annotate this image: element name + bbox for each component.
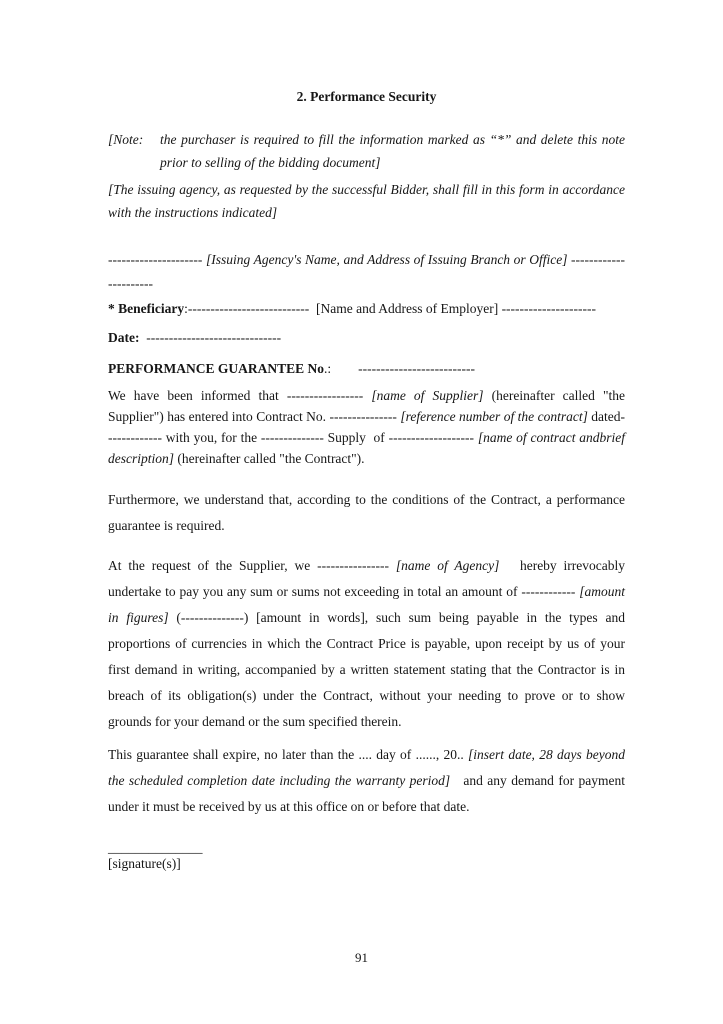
issuing-agency-name-line [108, 248, 625, 296]
purchaser-note-paragraph [108, 128, 625, 174]
text-run: ---------------------- [108, 252, 625, 291]
text-run: [The issuing agency, as requested by the successful Bidder, shall fill in this form in accordance with the instructions indicated] [108, 182, 625, 220]
date-line [108, 329, 625, 346]
text-run: [name of contract andbrief description] [108, 430, 626, 466]
text-run: At the request of the Supplier, we ---------------- [108, 558, 396, 573]
text-run: the purchaser is required to fill the information marked as “*” and delete this note prior to selling of the bidding document] [160, 132, 625, 170]
text-run: .: [324, 361, 332, 376]
page-title: 2. Performance Security [296, 89, 437, 104]
text-run: hereby irrevocably undertake to pay you any sum or sums not exceeding in total an amount of ------------ [108, 558, 626, 599]
text-run: (--------------) [amount in words], such sum being payable in the types and proportions of currencies in which the Contract Price is payable, upon receipt by us of your first demand in writing, accompanied by a written statement stating that the Contractor is in breach of its obligation(s) under the Contract, without your needing to prove or to show grounds for your demand or the sum specified therein. [108, 610, 625, 729]
beneficiary-line [108, 300, 625, 317]
text-run: [name of Agency] [395, 558, 500, 573]
text-run: [insert date, 28 days beyond the scheduled completion date including the warranty period] [108, 747, 625, 788]
text-run: [Issuing Agency's Name, and Address of Issuing Branch or Office] [206, 252, 568, 267]
text-run: (hereinafter called "the Contract"). [174, 451, 365, 466]
text-run: --------------------- [108, 252, 206, 267]
text-run: (hereinafter called "the Supplier") has entered into Contract No. --------------- [108, 388, 625, 424]
text-run: This guarantee shall expire, no later than the .... day of ......, 20.. [108, 747, 469, 762]
text-run: Furthermore, we understand that, according to the conditions of the Contract, a performance guarantee is required. [108, 492, 625, 533]
text-run: [reference number of the contract] [400, 409, 588, 424]
text-run: [amount in figures] [108, 584, 625, 625]
text-run: [name of Supplier] [371, 388, 484, 403]
document-content [108, 88, 625, 886]
text-run: We have been informed that ----------------- [108, 388, 372, 403]
furthermore-paragraph [108, 487, 625, 539]
text-run: and any demand for payment under it must be received by us at this office on or before that date. [108, 773, 625, 814]
text-run: [signature(s)] [108, 856, 181, 871]
text-run: Date: [108, 330, 140, 345]
note-text [160, 128, 625, 174]
note-label: [Note: [108, 132, 144, 147]
informed-paragraph [108, 385, 625, 469]
text-run: -------------------------- [331, 361, 476, 376]
expiry-paragraph [108, 742, 625, 820]
performance-guarantee-number-line [108, 360, 625, 377]
text-run: ______________ [108, 840, 203, 855]
text-run: :--------------------------- [Name and Address of Employer] --------------------- [184, 301, 596, 316]
issuing-instruction-paragraph [108, 178, 625, 224]
request-undertaking-paragraph [108, 553, 625, 735]
text-run: dated------------- with you, for the -------------- Supply of ------------------- [108, 409, 625, 445]
page-number: 91 [355, 950, 368, 965]
text-run: * Beneficiary [108, 301, 185, 316]
text-run: PERFORMANCE GUARANTEE No [108, 361, 324, 376]
signature-block [108, 840, 625, 872]
text-run: ------------------------------ [139, 330, 282, 345]
